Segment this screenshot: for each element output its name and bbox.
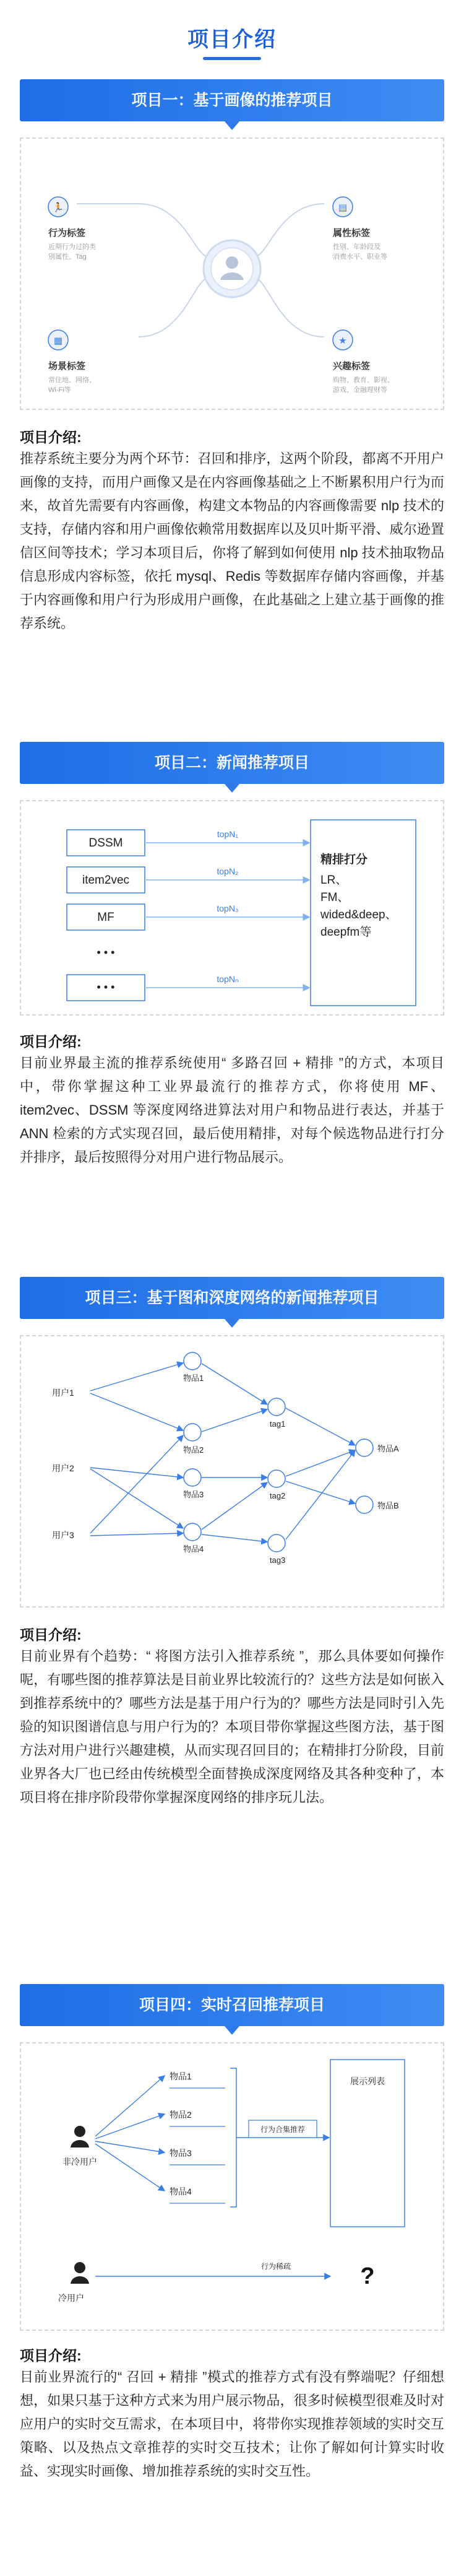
model-box xyxy=(67,975,145,1001)
edge-arrow xyxy=(90,1469,183,1528)
rank-item: LR、 xyxy=(320,874,348,887)
page-title: 项目介绍 xyxy=(187,28,277,51)
model-box xyxy=(67,904,145,930)
edge-arrow xyxy=(202,1364,267,1404)
attribute-tag-desc: 性别、年龄段及 xyxy=(333,243,380,251)
rank-item: deepfm等 xyxy=(320,926,372,939)
item-label: 物品4 xyxy=(183,1544,204,1554)
model-box xyxy=(67,867,145,893)
model-label: MF xyxy=(97,911,114,924)
behavior-tag-desc: 别属性、Tag xyxy=(48,253,87,261)
edge-arrow xyxy=(202,1534,267,1542)
target-label: 物品B xyxy=(377,1501,399,1510)
project4-header: 项目四：实时召回推荐项目 xyxy=(20,1984,444,2026)
target-node xyxy=(356,1439,373,1456)
edge-arrow xyxy=(202,1482,267,1530)
behavior-tag-desc: 近期行为过的类 xyxy=(48,243,96,251)
project2-intro-title: 项目介绍: xyxy=(20,1033,82,1050)
project1-figure xyxy=(20,137,444,410)
project3-intro-body: 目前业界有个趋势：“ 将图方法引入推荐系统 ”，那么具体要如何操作呢，有哪些图的推荐算法是目前业界比较流行的？这些方法是如何嵌入到推荐系统中的？哪些方法是基于用户行为的？哪些方法是同时引入先验的知识图谱信息与用户行为的？本项目带你掌握这些图方法，基于图方法对用户进行兴趣建模，从而实现召回目的；在精排打分阶段，目前业界各大厂也已经由传统模型全面替换成深度网络及其各种变种了，本项目将在排序阶段带你掌握深度网络的排序玩儿法。 xyxy=(20,1648,444,1805)
edge-arrow xyxy=(90,1533,183,1536)
project3-figure xyxy=(20,1335,444,1608)
realtime-recall-diagram xyxy=(21,2043,443,2330)
behavior-tag-icon: 🏃 xyxy=(52,202,64,213)
item-node xyxy=(184,1469,201,1486)
model-label: item2vec xyxy=(82,874,130,887)
edge-arrow xyxy=(90,1363,183,1391)
rank-title: 精排打分 xyxy=(320,853,368,866)
graph-diagram xyxy=(21,1336,443,1606)
target-label: 物品A xyxy=(377,1444,399,1453)
project3-intro-title: 项目介绍: xyxy=(20,1627,82,1643)
item-label: 物品4 xyxy=(170,2187,192,2196)
item-label: 物品2 xyxy=(183,1445,204,1455)
user-label: 冷用户 xyxy=(58,2293,84,2303)
interest-tag-title: 兴趣标签 xyxy=(333,361,371,372)
model-box xyxy=(67,830,145,856)
tag-label: tag1 xyxy=(270,1419,286,1429)
attribute-tag-desc: 消费水平、职业等 xyxy=(333,253,387,261)
scene-tag-title: 场景标签 xyxy=(48,361,86,372)
user-label: 用户2 xyxy=(52,1463,74,1473)
item-label: 物品2 xyxy=(170,2110,192,2120)
project1-header: 项目一：基于画像的推荐项目 xyxy=(20,79,444,121)
flow-label: 行为合集推荐 xyxy=(260,2125,306,2134)
connector-line xyxy=(139,204,207,256)
edge-label: topN₂ xyxy=(217,866,239,876)
user-label: 用户3 xyxy=(52,1530,74,1540)
tag-node xyxy=(268,1534,285,1552)
project1-intro-body: 推荐系统主要分为两个环节：召回和排序，这两个阶段，都离不开用户画像的支持，而用户画像又是在内容画像基础之上不断累积用户行为而来，故首先需要有内容画像，构建文本物品的内容画像需要 nlp 技术的支持，存储内容和用户画像依赖常用数据库以及贝叶斯平滑、威尔逊置信区间等技术；学习本项目后，你将了解到如何使用 nlp 技术抽取物品信息形成内容标签，依托 mysql、Redis 等数据库存储内容画像，并基于内容画像和用户行为形成用户画像，在此基础之上建立基于画像的推荐系统。 xyxy=(20,451,444,631)
edge-arrow xyxy=(286,1481,355,1503)
ellipsis-label: • • • xyxy=(97,946,115,959)
scene-tag-desc: 常住地、网络、 xyxy=(48,376,96,384)
item-node xyxy=(184,1523,201,1541)
edge-arrow xyxy=(202,1409,267,1432)
tag-node xyxy=(268,1398,285,1416)
tag-label: tag3 xyxy=(270,1556,286,1565)
scene-tag-icon: ▦ xyxy=(53,336,63,346)
project2-intro-body: 目前业界最主流的推荐系统使用“ 多路召回 + 精排 ”的方式，本项目中，带你掌握这种工业界最流行的推荐方式，你将使用 MF、item2vec、DSSM 等深度网络进算法对用户和物品进行表达，并基于 ANN 检索的方式实现召回，最后使用精排，对每个候选物品进行打分并排序，最后按照得分对用户进行物品展示。 xyxy=(20,1055,444,1165)
connector-line xyxy=(139,279,207,337)
item-node xyxy=(184,1424,201,1441)
attribute-tag-title: 属性标签 xyxy=(333,228,371,238)
edge-arrow xyxy=(90,1468,183,1477)
bracket xyxy=(230,2068,236,2207)
attribute-tag-icon: ▤ xyxy=(338,202,348,213)
tag-node xyxy=(268,1470,285,1487)
interest-tag-icon: ★ xyxy=(338,336,347,346)
edge-arrow xyxy=(286,1408,355,1445)
interest-tag-desc: 购物、教育、影视、 xyxy=(333,376,394,384)
connector-line xyxy=(256,279,324,337)
edge-arrow xyxy=(90,1393,183,1430)
rank-item: FM、 xyxy=(320,891,350,904)
connector-line xyxy=(256,204,324,256)
edge-label: topNₙ xyxy=(217,974,239,984)
behavior-tag-title: 行为标签 xyxy=(48,228,86,238)
user-label: 非冷用户 xyxy=(62,2157,97,2167)
recall-rank-diagram xyxy=(21,801,443,1014)
project4-intro-body: 目前业界流行的“ 召回 + 精排 ”模式的推荐方式有没有弊端呢？仔细想想，如果只基于这种方式来为用户展示物品，很多时候模型很难及时对应用户的实时交互需求，在本项目中，将带你实现推荐领域的实时交互策略、以及热点文章推荐的实时交互技术；让你了解如何计算实时收益、实现实时画像、增加推荐系统的实时交互性。 xyxy=(20,2369,444,2479)
interest-tag-desc: 游戏、金融理财等 xyxy=(333,386,387,394)
user-icon xyxy=(71,2140,89,2147)
item-label: 物品1 xyxy=(183,1373,204,1383)
display-label: 展示列表 xyxy=(350,2076,385,2086)
cold-label: 行为稀疏 xyxy=(260,2262,291,2271)
project2-figure xyxy=(20,800,444,1016)
project2-header: 项目二：新闻推荐项目 xyxy=(20,742,444,784)
item-label: 物品3 xyxy=(183,1490,204,1499)
edge-arrow xyxy=(95,2076,165,2136)
item-node xyxy=(184,1352,201,1370)
edge-label: topN₁ xyxy=(217,829,239,839)
edge-arrow xyxy=(90,1435,183,1533)
target-node xyxy=(356,1496,373,1513)
project3-header: 项目三：基于图和深度网络的新闻推荐项目 xyxy=(20,1277,444,1319)
title-underline xyxy=(203,57,261,60)
edge-arrow xyxy=(95,2114,165,2139)
rank-item: wided&deep、 xyxy=(320,908,397,921)
tag-label: tag2 xyxy=(270,1491,286,1500)
item-label: 物品3 xyxy=(170,2148,192,2158)
item-label: 物品1 xyxy=(170,2071,192,2081)
user-icon xyxy=(74,2126,85,2137)
ellipsis-label: • • • xyxy=(97,981,115,993)
project4-intro-title: 项目介绍: xyxy=(20,2348,82,2364)
profile-diagram xyxy=(21,139,443,409)
user-icon xyxy=(74,2262,85,2273)
scene-tag-desc: Wi-Fi等 xyxy=(48,386,71,394)
edge-label: topN₃ xyxy=(217,903,239,913)
question-mark: ? xyxy=(360,2263,375,2289)
user-icon xyxy=(71,2276,89,2284)
project4-figure xyxy=(20,2042,444,2331)
user-icon xyxy=(226,256,238,269)
project1-intro-title: 项目介绍: xyxy=(20,429,82,445)
user-label: 用户1 xyxy=(52,1388,74,1398)
model-label: DSSM xyxy=(88,837,123,850)
